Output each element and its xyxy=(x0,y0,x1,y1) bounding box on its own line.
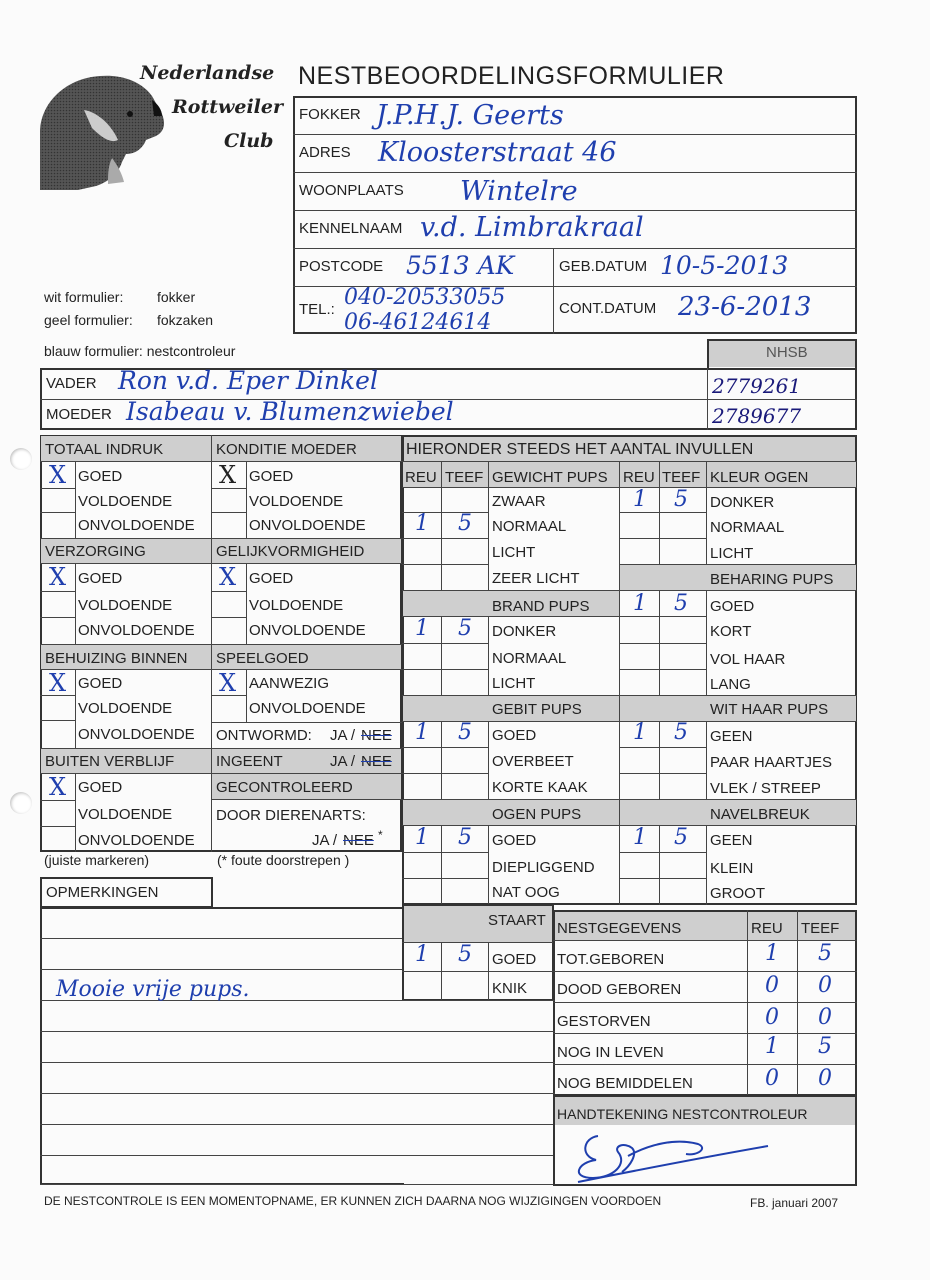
form-title: NESTBEOORDELINGSFORMULIER xyxy=(298,62,725,90)
ontwormd-ja: JA / xyxy=(330,727,356,744)
rottweiler-logo-icon xyxy=(38,70,168,192)
dist-geel-value: fokzaken xyxy=(157,312,214,328)
tel-value-1: 040-20533055 xyxy=(344,285,506,310)
gecontroleerd-line1: GECONTROLEERD xyxy=(216,779,353,796)
postcode-label: POSTCODE xyxy=(299,258,384,275)
nest-row-teef: 5 xyxy=(818,1034,832,1059)
buiten-opt-onvoldoende: ONVOLDOENDE xyxy=(78,832,195,849)
buiten-mark: X xyxy=(49,773,67,801)
gebdatum-label: GEB.DATUM xyxy=(559,258,648,275)
gebdatum-value: 10-5-2013 xyxy=(660,251,789,280)
kleur-opt-normaal: NORMAAL xyxy=(710,519,785,536)
nest-row-reu: 1 xyxy=(765,941,779,966)
dist-wit-label: wit formulier: xyxy=(44,289,124,305)
navelbreuk-teef-value: 5 xyxy=(674,825,688,850)
nest-row-reu: 1 xyxy=(765,1034,779,1059)
brand-opt-licht: LICHT xyxy=(492,675,536,692)
gebit-title: GEBIT PUPS xyxy=(492,701,582,718)
beharing-opt-lang: LANG xyxy=(710,676,751,693)
gelijkvormigheid-opt-onvoldoende: ONVOLDOENDE xyxy=(249,622,366,639)
gebit-opt-korte-kaak: KORTE KAAK xyxy=(492,779,588,796)
gewicht-teef-header: TEEF xyxy=(445,469,484,486)
staart-reu-value: 1 xyxy=(415,942,429,967)
navelbreuk-reu-value: 1 xyxy=(633,825,647,850)
beharing-opt-goed: GOED xyxy=(710,598,755,615)
ogen-opt-diepliggend: DIEPLIGGEND xyxy=(492,859,595,876)
nestgegevens-teef-header: TEEF xyxy=(801,920,840,937)
buiten-opt-voldoende: VOLDOENDE xyxy=(78,806,173,823)
konditie-opt-goed: GOED xyxy=(249,468,294,485)
behuizing-opt-voldoende: VOLDOENDE xyxy=(78,700,173,717)
gewicht-teef-value: 5 xyxy=(458,511,472,536)
postcode-value: 5513 AK xyxy=(406,251,515,280)
gewicht-opt-zeer-licht: ZEER LICHT xyxy=(492,570,580,587)
nest-row-label: NOG BEMIDDELEN xyxy=(557,1075,693,1092)
brand-reu-value: 1 xyxy=(415,616,429,641)
kleur-teef-value: 5 xyxy=(674,487,688,512)
nhsb-header: NHSB xyxy=(766,344,808,361)
totaal-indruk-mark: X xyxy=(49,461,67,489)
wit-haar-opt-vlek-streep: VLEK / STREEP xyxy=(710,780,821,797)
fokker-label: FOKKER xyxy=(299,106,361,123)
dist-blauw: blauw formulier: nestcontroleur xyxy=(44,343,236,359)
gewicht-reu-header: REU xyxy=(405,469,437,486)
woonplaats-value: Wintelre xyxy=(460,176,578,207)
gebit-opt-goed: GOED xyxy=(492,727,537,744)
kennelnaam-label: KENNELNAAM xyxy=(299,220,403,237)
note-markeren: (juiste markeren) xyxy=(44,852,150,868)
konditie-mark: X xyxy=(219,461,237,489)
wit-haar-title: WIT HAAR PUPS xyxy=(710,701,829,718)
staart-opt-knik: KNIK xyxy=(492,980,528,997)
nest-row-label: GESTORVEN xyxy=(557,1013,651,1030)
ingeent-ja: JA / xyxy=(330,753,356,770)
staart-opt-goed: GOED xyxy=(492,951,537,968)
punch-hole xyxy=(10,792,32,814)
behuizing-opt-onvoldoende: ONVOLDOENDE xyxy=(78,726,195,743)
nest-row-reu: 0 xyxy=(765,973,779,998)
adres-value: Kloosterstraat 46 xyxy=(378,137,617,168)
vader-nhsb: 2779261 xyxy=(712,374,802,398)
totaal-indruk-opt-onvoldoende: ONVOLDOENDE xyxy=(78,517,195,534)
dist-wit-value: fokker xyxy=(157,289,196,305)
behuizing-opt-goed: GOED xyxy=(78,675,123,692)
navelbreuk-opt-geen: GEEN xyxy=(710,832,753,849)
contdatum-value: 23-6-2013 xyxy=(678,292,812,322)
gecontroleerd-nee: NEE xyxy=(343,832,374,849)
gelijkvormigheid-mark: X xyxy=(219,563,237,591)
contdatum-label: CONT.DATUM xyxy=(559,300,657,317)
gewicht-title: GEWICHT PUPS xyxy=(492,469,608,486)
ogen-reu-value: 1 xyxy=(415,825,429,850)
buiten-opt-goed: GOED xyxy=(78,779,123,796)
nestgegevens-title: NESTGEGEVENS xyxy=(557,920,682,937)
kleur-teef-header: TEEF xyxy=(662,469,701,486)
nest-row-label: NOG IN LEVEN xyxy=(557,1044,664,1061)
signature-label: HANDTEKENING NESTCONTROLEUR xyxy=(557,1106,808,1122)
beharing-opt-kort: KORT xyxy=(710,623,752,640)
wit-haar-teef-value: 5 xyxy=(674,720,688,745)
dist-geel-label: geel formulier: xyxy=(44,312,133,328)
konditie-opt-voldoende: VOLDOENDE xyxy=(249,493,344,510)
kleur-opt-donker: DONKER xyxy=(710,494,775,511)
kleur-reu-header: REU xyxy=(623,469,655,486)
brand-title: BRAND PUPS xyxy=(492,598,590,615)
club-name-line2: Rottweiler xyxy=(172,96,283,118)
verzorging-opt-voldoende: VOLDOENDE xyxy=(78,597,173,614)
speelgoed-title: SPEELGOED xyxy=(216,650,309,667)
opmerkingen-text: Mooie vrije pups. xyxy=(56,977,250,1002)
nest-row-label: DOOD GEBOREN xyxy=(557,981,682,998)
verzorging-title: VERZORGING xyxy=(45,543,146,560)
signature-icon xyxy=(558,1126,798,1186)
gecontroleerd-star: * xyxy=(378,828,383,842)
kennelnaam-value: v.d. Limbrakraal xyxy=(420,212,644,243)
kleur-ogen-title: KLEUR OGEN xyxy=(710,469,809,486)
wit-haar-opt-geen: GEEN xyxy=(710,728,753,745)
speelgoed-mark: X xyxy=(219,669,237,697)
gewicht-reu-value: 1 xyxy=(415,511,429,536)
totaal-indruk-title: TOTAAL INDRUK xyxy=(45,441,164,458)
opmerkingen-label: OPMERKINGEN xyxy=(46,884,159,901)
konditie-opt-onvoldoende: ONVOLDOENDE xyxy=(249,517,366,534)
nestgegevens-reu-header: REU xyxy=(751,920,783,937)
brand-teef-value: 5 xyxy=(458,616,472,641)
verzorging-mark: X xyxy=(49,563,67,591)
beharing-title: BEHARING PUPS xyxy=(710,571,834,588)
kleur-opt-licht: LICHT xyxy=(710,545,754,562)
moeder-nhsb: 2789677 xyxy=(712,404,802,428)
footer-disclaimer: DE NESTCONTROLE IS EEN MOMENTOPNAME, ER KUNNEN ZICH DAARNA NOG WIJZIGINGEN VOORDOEN xyxy=(44,1194,662,1208)
speelgoed-opt-aanwezig: AANWEZIG xyxy=(249,675,330,692)
gebit-teef-value: 5 xyxy=(458,720,472,745)
ogen-title: OGEN PUPS xyxy=(492,806,582,823)
navelbreuk-title: NAVELBREUK xyxy=(710,806,810,823)
beharing-opt-vol-haar: VOL HAAR xyxy=(710,651,786,668)
ogen-teef-value: 5 xyxy=(458,825,472,850)
nest-row-teef: 5 xyxy=(818,941,832,966)
vader-label: VADER xyxy=(46,375,97,392)
ingeent-label: INGEENT xyxy=(216,753,283,770)
moeder-name: Isabeau v. Blumenzwiebel xyxy=(126,397,454,426)
punch-hole xyxy=(10,448,32,470)
wit-haar-reu-value: 1 xyxy=(633,720,647,745)
club-name-line3: Club xyxy=(224,130,274,152)
staart-teef-value: 5 xyxy=(458,942,472,967)
nest-row-label: TOT.GEBOREN xyxy=(557,951,665,968)
nest-row-reu: 0 xyxy=(765,1066,779,1091)
buiten-title: BUITEN VERBLIJF xyxy=(45,753,175,770)
verzorging-opt-onvoldoende: ONVOLDOENDE xyxy=(78,622,195,639)
speelgoed-opt-onvoldoende: ONVOLDOENDE xyxy=(249,700,366,717)
gecontroleerd-ja: JA / xyxy=(312,832,338,849)
woonplaats-label: WOONPLAATS xyxy=(299,182,404,199)
vader-name: Ron v.d. Eper Dinkel xyxy=(118,366,378,395)
kleur-reu-value: 1 xyxy=(633,487,647,512)
verzorging-opt-goed: GOED xyxy=(78,570,123,587)
totaal-indruk-opt-voldoende: VOLDOENDE xyxy=(78,493,173,510)
tel-label: TEL.: xyxy=(299,301,335,318)
staart-title: STAART xyxy=(488,912,546,929)
beharing-teef-value: 5 xyxy=(674,591,688,616)
fokker-value: J.P.H.J. Geerts xyxy=(376,100,564,131)
nest-row-teef: 0 xyxy=(818,973,832,998)
pups-header: HIERONDER STEEDS HET AANTAL INVULLEN xyxy=(406,441,754,458)
gebit-opt-overbeet: OVERBEET xyxy=(492,753,574,770)
gelijkvormigheid-title: GELIJKVORMIGHEID xyxy=(216,543,365,560)
nest-row-teef: 0 xyxy=(818,1005,832,1030)
gelijkvormigheid-opt-goed: GOED xyxy=(249,570,294,587)
ogen-opt-goed: GOED xyxy=(492,832,537,849)
totaal-indruk-opt-goed: GOED xyxy=(78,468,123,485)
opmerkingen-box xyxy=(40,907,404,1185)
brand-opt-donker: DONKER xyxy=(492,623,557,640)
gecontroleerd-line2: DOOR DIERENARTS: xyxy=(216,807,366,824)
adres-label: ADRES xyxy=(299,144,351,161)
brand-opt-normaal: NORMAAL xyxy=(492,650,567,667)
gebit-reu-value: 1 xyxy=(415,720,429,745)
ogen-opt-nat-oog: NAT OOG xyxy=(492,884,560,901)
club-name-line1: Nederlandse xyxy=(140,62,275,84)
nest-row-teef: 0 xyxy=(818,1066,832,1091)
behuizing-title: BEHUIZING BINNEN xyxy=(45,650,188,667)
nest-row-reu: 0 xyxy=(765,1005,779,1030)
moeder-label: MOEDER xyxy=(46,406,112,423)
note-doorstrepen: (* foute doorstrepen ) xyxy=(217,852,350,868)
navelbreuk-opt-klein: KLEIN xyxy=(710,860,754,877)
konditie-title: KONDITIE MOEDER xyxy=(216,441,357,458)
wit-haar-opt-paar-haartjes: PAAR HAARTJES xyxy=(710,754,832,771)
ontwormd-nee: NEE xyxy=(361,727,392,744)
behuizing-mark: X xyxy=(49,669,67,697)
ontwormd-label: ONTWORMD: xyxy=(216,727,312,744)
gewicht-opt-licht: LICHT xyxy=(492,544,536,561)
footer-version: FB. januari 2007 xyxy=(750,1196,839,1210)
gelijkvormigheid-opt-voldoende: VOLDOENDE xyxy=(249,597,344,614)
beharing-reu-value: 1 xyxy=(633,591,647,616)
gewicht-opt-normaal: NORMAAL xyxy=(492,518,567,535)
navelbreuk-opt-groot: GROOT xyxy=(710,885,765,902)
ingeent-nee: NEE xyxy=(361,753,392,770)
gewicht-opt-zwaar: ZWAAR xyxy=(492,493,546,510)
tel-value-2: 06-46124614 xyxy=(344,310,492,335)
